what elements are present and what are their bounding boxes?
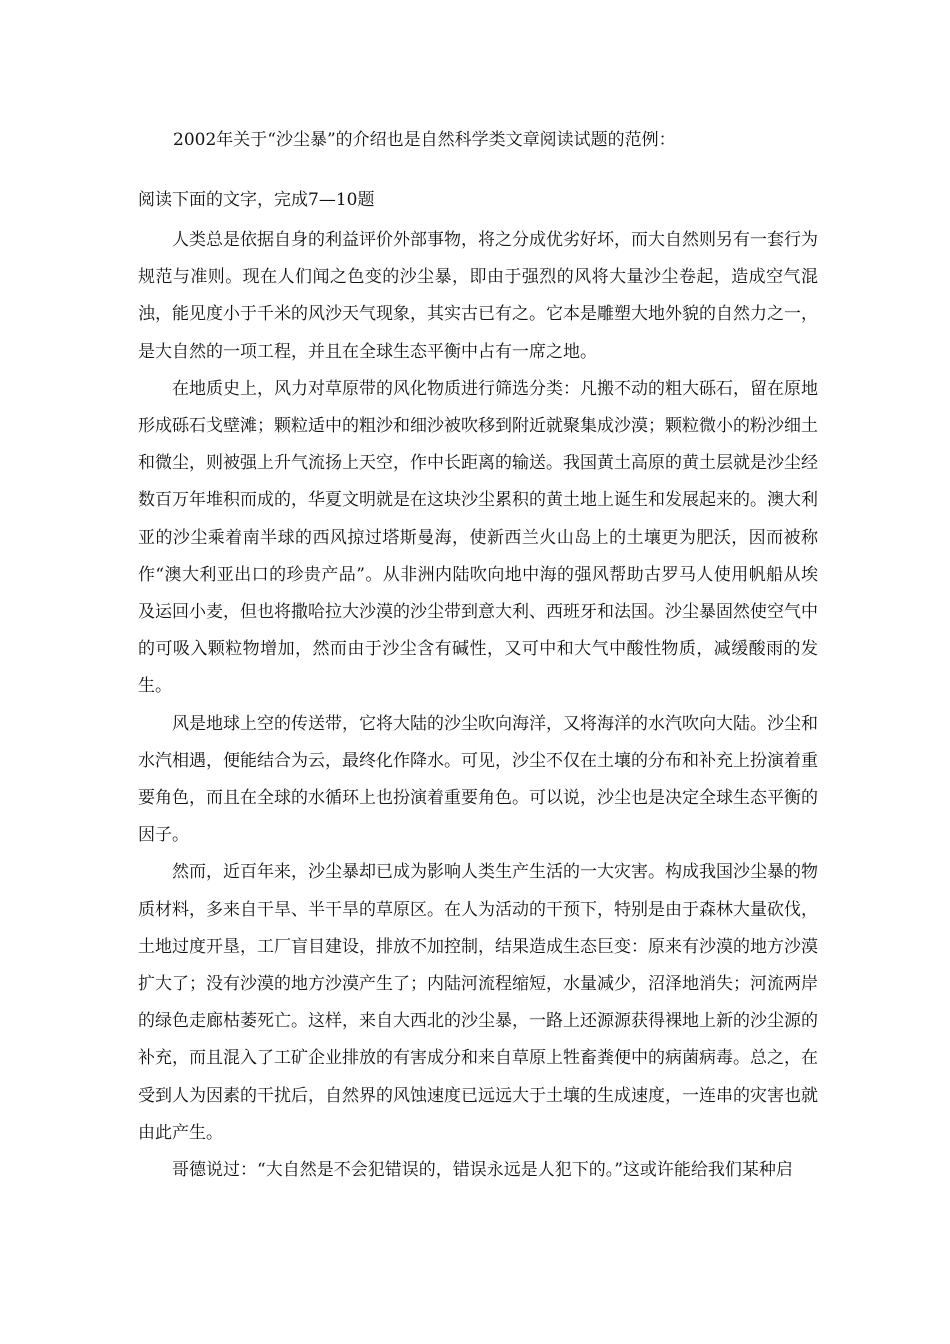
paragraph-3: 风是地球上空的传送带，它将大陆的沙尘吹向海洋，又将海洋的水汽吹向大陆。沙尘和水汽相遇，便能结合为云，最终化作降水。可见，沙尘不仅在土壤的分布和补充上扮演着重要角色，而且在全球的水循环上也扮演着重要角色。可以说，沙尘也是决定全球生态平衡的因子。 bbox=[138, 713, 818, 846]
paragraph-4: 然而，近百年来，沙尘暴却已成为影响人类生产生活的一大灾害。构成我国沙尘暴的物质材料，多来自干旱、半干旱的草原区。在人为活动的干预下，特别是由于森林大量砍伐，土地过度开垦，工厂盲目建设，排放不加控制，结果造成生态巨变：原来有沙漠的地方沙漠扩大了；没有沙漠的地方沙漠产生了；内陆河流程缩短，水量减少，沼泽地消失；河流两岸的绿色走廊枯萎死亡。这样，来自大西北的沙尘暴，一路上还源源获得裸地上新的沙尘源的补充，而且混入了工矿企业排放的有害成分和来自草原上牲畜粪便中的病菌病毒。总之，在受到人为因素的干扰后，自然界的风蚀速度已远远大于土壤的生成速度，一连串的灾害也就由此产生。 bbox=[138, 862, 818, 1143]
reading-instruction: 阅读下面的文字，完成7—10题 bbox=[138, 190, 375, 210]
intro-line: 2002年关于“沙尘暴”的介绍也是自然科学类文章阅读试题的范例： bbox=[173, 130, 676, 150]
paragraph-2: 在地质史上，风力对草原带的风化物质进行筛选分类：凡搬不动的粗大砾石，留在原地形成砾石戈壁滩；颗粒适中的粗沙和细沙被吹移到附近就聚集成沙漠；颗粒微小的粉沙细土和微尘，则被强上升气流扬上天空，作中长距离的输送。我国黄土高原的黄土层就是沙尘经数百万年堆积而成的，华夏文明就是在这块沙尘累积的黄土地上诞生和发展起来的。澳大利亚的沙尘乘着南半球的西风掠过塔斯曼海，使新西兰火山岛上的土壤更为肥沃，因而被称作“澳大利亚出口的珍贵产品”。从非洲内陆吹向地中海的强风帮助古罗马人使用帆船从埃及运回小麦，但也将撒哈拉大沙漠的沙尘带到意大利、西班牙和法国。沙尘暴固然使空气中的可吸入颗粒物增加，然而由于沙尘含有碱性，又可中和大气中酸性物质，减缓酸雨的发生。 bbox=[138, 378, 818, 697]
paragraph-5: 哥德说过：“大自然是不会犯错误的，错误永远是人犯下的。”这或许能给我们某种启 bbox=[172, 1160, 793, 1181]
article-body bbox=[138, 222, 818, 1189]
paragraph-1: 人类总是依据自身的利益评价外部事物，将之分成优劣好坏，而大自然则另有一套行为规范与准则。现在人们闻之色变的沙尘暴，即由于强烈的风将大量沙尘卷起，造成空气混浊，能见度小于千米的风沙天气现象，其实古已有之。它本是雕塑大地外貌的自然力之一，是大自然的一项工程，并且在全球生态平衡中占有一席之地。 bbox=[138, 230, 818, 362]
